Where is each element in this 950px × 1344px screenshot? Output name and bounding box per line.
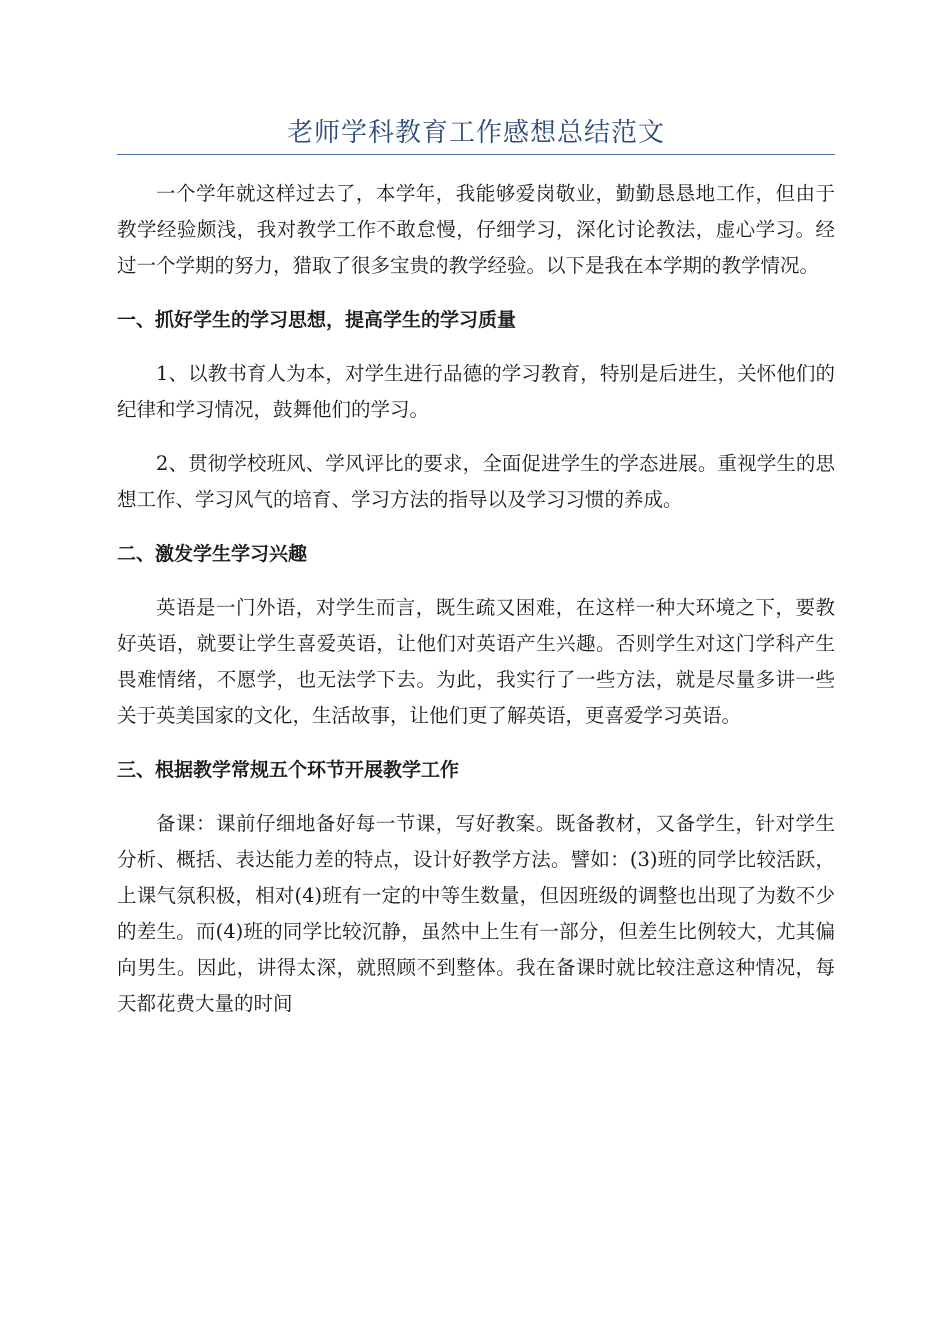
body-paragraph-2: 1、以教书育人为本，对学生进行品德的学习教育，特别是后进生，关怀他们的纪律和学习情况，鼓舞他们的学习。	[117, 362, 835, 421]
body-paragraph-1: 一个学年就这样过去了，本学年，我能够爱岗敬业，勤勤恳恳地工作，但由于教学经验颇浅，我对教学工作不敢怠慢，仔细学习，深化讨论教法，虚心学习。经过一个学期的努力，猎取了很多宝贵的教学经验。以下是我在本学期的教学情况。	[117, 182, 835, 277]
body-paragraph-5: 备课：课前仔细地备好每一节课，写好教案。既备教材，又备学生，针对学生分析、概括、表达能力差的特点，设计好教学方法。譬如：(3)班的同学比较活跃，上课气氛积极，相对(4)班有一定的中等生数量，但因班级的调整也出现了为数不少的差生。而(4)班的同学比较沉静，虽然中上生有一部分，但差生比例较大，尤其偏向男生。因此，讲得太深，就照顾不到整体。我在备课时就比较注意这种情况，每天都花费大量的时间	[117, 812, 835, 1015]
body-paragraph-4: 英语是一门外语，对学生而言，既生疏又困难，在这样一种大环境之下，要教好英语，就要让学生喜爱英语，让他们对英语产生兴趣。否则学生对这门学科产生畏难情绪，不愿学，也无法学下去。为此，我实行了一些方法，就是尽量多讲一些关于英美国家的文化，生活故事，让他们更了解英语，更喜爱学习英语。	[117, 596, 835, 727]
body-paragraph-3: 2、贯彻学校班风、学风评比的要求，全面促进学生的学态进展。重视学生的思想工作、学习风气的培育、学习方法的指导以及学习习惯的养成。	[117, 452, 835, 511]
document-title: 老师学科教育工作感想总结范文	[286, 118, 665, 148]
title-underline	[117, 154, 835, 155]
section-heading-2: 二、激发学生学习兴趣	[117, 543, 308, 565]
section-heading-3: 三、根据教学常规五个环节开展教学工作	[117, 759, 460, 781]
section-heading-1: 一、抓好学生的学习思想，提高学生的学习质量	[117, 309, 517, 331]
document-body	[117, 176, 835, 1040]
